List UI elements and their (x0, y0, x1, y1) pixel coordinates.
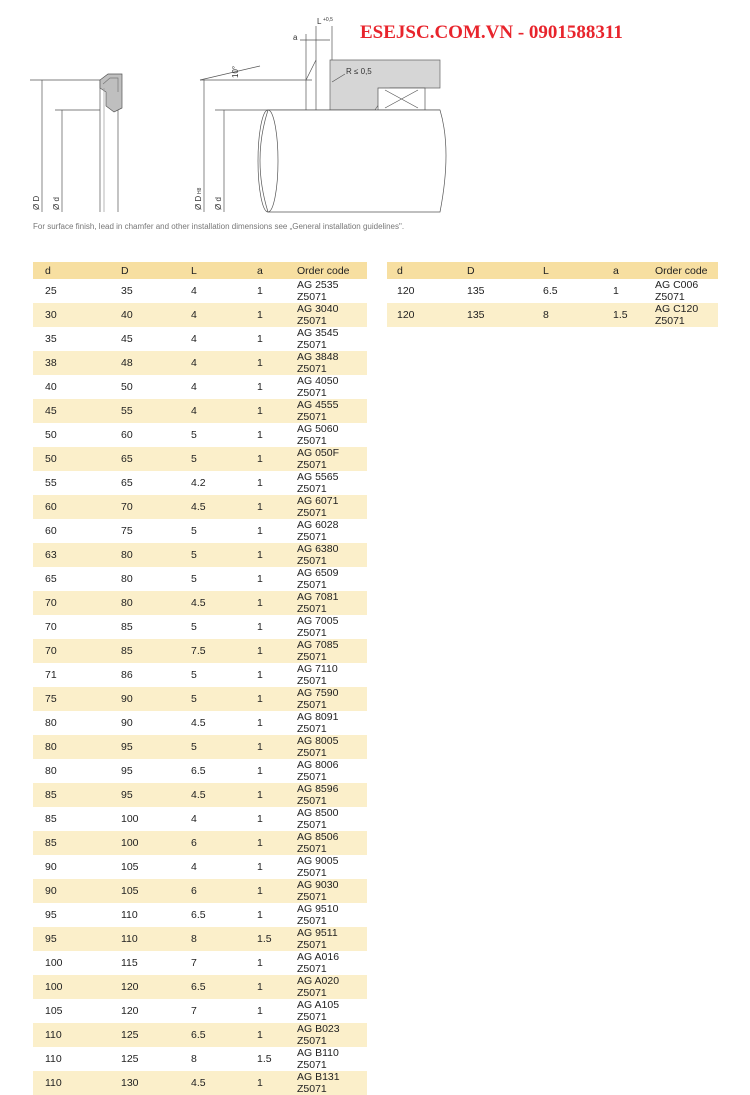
col-a: a (249, 262, 297, 279)
cell-D: 110 (121, 909, 138, 921)
cell-order-code: AG 4050 Z5071 (297, 375, 339, 399)
cell-order-code: AG 6509 Z5071 (297, 567, 339, 591)
cell-order-code: AG B110 Z5071 (297, 1047, 339, 1071)
cell-a: 1 (257, 1005, 263, 1017)
cell-L: 6.5 (191, 909, 206, 921)
cell-D: 50 (121, 381, 133, 393)
cell-a: 1 (257, 573, 263, 585)
cell-d: 95 (33, 927, 111, 951)
table-row (33, 423, 367, 447)
cell-order-code: AG 6028 Z5071 (297, 519, 339, 543)
h8-tolerance-label: H8 (197, 187, 203, 194)
cell-L: 5 (191, 573, 197, 585)
cell-L: 4.2 (191, 477, 206, 489)
table-row (33, 975, 367, 999)
cell-order-code: AG B131 Z5071 (297, 1071, 367, 1095)
cell-d: 25 (45, 285, 57, 297)
cell-order-code: AG 3848 Z5071 (297, 351, 367, 375)
cell-d: 90 (45, 861, 57, 873)
cell-order-code: AG 5565 Z5071 (297, 471, 339, 495)
cell-d: 30 (33, 303, 111, 327)
installation-note: For surface finish, lead in chamfer and other installation dimensions see „General installation guidelines". (33, 222, 405, 231)
id-label-left: Ø d (52, 197, 61, 210)
table-row (33, 279, 367, 303)
cell-D: 115 (121, 957, 138, 969)
cell-a: 1 (249, 543, 297, 567)
cell-order-code: AG 8506 Z5071 (297, 831, 367, 855)
cell-order-code: AG 7005 Z5071 (297, 615, 339, 639)
cell-d: 120 (397, 285, 415, 297)
cell-L: 5 (191, 429, 197, 441)
table-row (33, 327, 367, 351)
cell-order-code: AG 7590 Z5071 (297, 687, 367, 711)
cell-d: 120 (387, 303, 453, 327)
table-row (33, 519, 367, 543)
table-row (33, 807, 367, 831)
cell-D: 130 (111, 1071, 185, 1095)
cell-D: 95 (111, 735, 185, 759)
cell-a: 1 (257, 813, 263, 825)
cell-order-code: AG 3040 Z5071 (297, 303, 367, 327)
table-row (33, 591, 367, 615)
table-row (33, 1023, 367, 1047)
cell-L: 6.5 (185, 975, 249, 999)
cell-d: 85 (33, 783, 111, 807)
cell-order-code: AG A105 Z5071 (297, 999, 340, 1023)
cell-L: 4 (191, 285, 197, 297)
cell-order-code: AG C006 Z5071 (655, 279, 699, 303)
cell-d: 100 (45, 957, 63, 969)
cell-a: 1 (257, 285, 263, 297)
cell-order-code: AG 6380 Z5071 (297, 543, 367, 567)
cell-d: 95 (45, 909, 57, 921)
cell-a: 1.5 (257, 1053, 272, 1065)
cell-d: 65 (45, 573, 57, 585)
cell-d: 80 (33, 735, 111, 759)
cell-D: 65 (121, 477, 133, 489)
cell-d: 85 (33, 831, 111, 855)
cell-D: 90 (121, 717, 133, 729)
col-a: a (599, 262, 655, 279)
dim-L-label: L (317, 17, 322, 26)
cell-d: 60 (45, 525, 57, 537)
cell-order-code: AG 050F Z5071 (297, 447, 367, 471)
cell-d: 105 (45, 1005, 63, 1017)
cell-d: 38 (33, 351, 111, 375)
table-row (33, 831, 367, 855)
table-row (387, 279, 718, 303)
angle-label: 10° (231, 65, 240, 78)
cell-d: 40 (45, 381, 57, 393)
table-row (33, 447, 367, 471)
cell-L: 8 (529, 303, 599, 327)
table-row (33, 927, 367, 951)
table-row (33, 999, 367, 1023)
cell-D: 85 (111, 639, 185, 663)
table-row (33, 639, 367, 663)
cell-L: 5 (185, 543, 249, 567)
cell-D: 80 (111, 591, 185, 615)
cell-order-code: AG 8091 Z5071 (297, 711, 339, 735)
table-row (33, 543, 367, 567)
cell-L: 6.5 (185, 1023, 249, 1047)
cell-a: 1 (257, 525, 263, 537)
table-row (33, 567, 367, 591)
cell-d: 110 (33, 1071, 111, 1095)
cell-a: 1 (249, 399, 297, 423)
cell-D: 125 (111, 1023, 185, 1047)
table-row (33, 711, 367, 735)
cell-order-code: AG 3545 Z5071 (297, 327, 339, 351)
cell-D: 135 (467, 285, 485, 297)
cell-a: 1 (613, 285, 619, 297)
cell-D: 120 (111, 975, 185, 999)
col-L: L (185, 262, 249, 279)
cell-a: 1 (257, 861, 263, 873)
cell-a: 1 (249, 783, 297, 807)
cell-d: 70 (45, 621, 57, 633)
table-row (33, 663, 367, 687)
cell-L: 8 (191, 1053, 197, 1065)
id-label-right: Ø d (214, 197, 223, 210)
cell-L: 6 (185, 831, 249, 855)
cell-a: 1 (257, 669, 263, 681)
cell-a: 1 (249, 735, 297, 759)
cell-D: 105 (121, 861, 139, 873)
cell-order-code: AG B023 Z5071 (297, 1023, 367, 1047)
cell-a: 1 (257, 621, 263, 633)
col-D: D (453, 262, 529, 279)
cell-a: 1 (257, 909, 263, 921)
cell-a: 1.5 (249, 927, 297, 951)
table-row (33, 759, 367, 783)
cell-L: 4.5 (191, 717, 206, 729)
cell-d: 45 (33, 399, 111, 423)
cell-order-code: AG 9510 Z5071 (297, 903, 339, 927)
cell-D: 85 (121, 621, 133, 633)
watermark: ESEJSC.COM.VN - 0901588311 (360, 22, 623, 43)
cell-a: 1 (257, 333, 263, 345)
cell-L: 4.5 (185, 783, 249, 807)
table-row (33, 1047, 367, 1071)
cell-order-code: AG 9005 Z5071 (297, 855, 339, 879)
cell-order-code: AG 8005 Z5071 (297, 735, 367, 759)
cell-order-code: AG C120 Z5071 (655, 303, 718, 327)
cell-D: 110 (111, 927, 185, 951)
cell-a: 1 (249, 639, 297, 663)
cell-L: 6.5 (543, 285, 558, 297)
cell-d: 70 (33, 639, 111, 663)
cell-D: 65 (111, 447, 185, 471)
cell-a: 1 (249, 591, 297, 615)
dimension-table-right (387, 262, 718, 327)
table-row (33, 879, 367, 903)
table-row (33, 783, 367, 807)
cell-d: 60 (33, 495, 111, 519)
table-row (33, 687, 367, 711)
cell-D: 86 (121, 669, 133, 681)
table-row (33, 375, 367, 399)
cell-L: 4 (185, 303, 249, 327)
cell-d: 90 (33, 879, 111, 903)
cell-order-code: AG 7081 Z5071 (297, 591, 367, 615)
cell-L: 4.5 (185, 495, 249, 519)
cell-L: 8 (185, 927, 249, 951)
cell-d: 100 (33, 975, 111, 999)
cell-d: 50 (45, 429, 57, 441)
cell-a: 1 (249, 975, 297, 999)
cell-D: 120 (121, 1005, 139, 1017)
table-row (33, 735, 367, 759)
cell-d: 71 (45, 669, 57, 681)
table-header-row (33, 262, 367, 279)
cell-d: 70 (33, 591, 111, 615)
dimension-table-left (33, 262, 367, 1095)
cell-a: 1 (249, 303, 297, 327)
cell-L: 4 (191, 381, 197, 393)
cell-L: 4 (191, 333, 197, 345)
cell-d: 110 (45, 1053, 62, 1065)
cell-d: 35 (45, 333, 57, 345)
table-row (387, 303, 718, 327)
table-row (33, 399, 367, 423)
cell-d: 63 (33, 543, 111, 567)
cell-a: 1 (257, 717, 263, 729)
cell-L: 4.5 (185, 1071, 249, 1095)
cell-D: 100 (121, 813, 139, 825)
cell-D: 125 (121, 1053, 139, 1065)
cell-order-code: AG A020 Z5071 (297, 975, 367, 999)
cell-order-code: AG A016 Z5071 (297, 951, 340, 975)
col-d: d (33, 262, 111, 279)
cell-a: 1 (249, 1071, 297, 1095)
cell-D: 100 (111, 831, 185, 855)
cell-D: 55 (111, 399, 185, 423)
cell-L: 7 (191, 957, 197, 969)
cell-L: 4 (185, 399, 249, 423)
cell-d: 50 (33, 447, 111, 471)
cell-d: 110 (33, 1023, 111, 1047)
cell-a: 1 (249, 447, 297, 471)
cell-a: 1 (257, 381, 263, 393)
table-row (33, 615, 367, 639)
cell-D: 90 (111, 687, 185, 711)
cell-L: 5 (185, 735, 249, 759)
table-row (33, 471, 367, 495)
dim-a-label: a (293, 33, 298, 42)
col-L: L (529, 262, 599, 279)
table-row (33, 1071, 367, 1095)
cell-D: 75 (121, 525, 133, 537)
cell-D: 80 (121, 573, 133, 585)
cell-D: 60 (121, 429, 133, 441)
cell-L: 7 (191, 1005, 197, 1017)
cell-order-code: AG 4555 Z5071 (297, 399, 367, 423)
cell-L: 4 (185, 351, 249, 375)
table-row (33, 951, 367, 975)
cell-L: 5 (191, 525, 197, 537)
cell-order-code: AG 8596 Z5071 (297, 783, 367, 807)
cell-L: 4 (191, 861, 197, 873)
cell-L: 5 (191, 669, 197, 681)
table-row (33, 495, 367, 519)
table-row (33, 903, 367, 927)
col-d: d (387, 262, 453, 279)
cell-order-code: AG 7085 Z5071 (297, 639, 367, 663)
cell-a: 1 (249, 351, 297, 375)
table-header-row (387, 262, 718, 279)
cell-d: 80 (45, 717, 57, 729)
od-label: Ø D (32, 195, 41, 210)
cell-order-code: AG 9511 Z5071 (297, 927, 367, 951)
cell-order-code: AG 9030 Z5071 (297, 879, 367, 903)
cell-a: 1 (249, 495, 297, 519)
cell-a: 1.5 (599, 303, 655, 327)
cell-D: 48 (111, 351, 185, 375)
cell-order-code: AG 5060 Z5071 (297, 423, 339, 447)
cell-a: 1 (249, 831, 297, 855)
cell-a: 1 (249, 879, 297, 903)
cell-D: 45 (121, 333, 133, 345)
cell-d: 55 (45, 477, 57, 489)
cell-a: 1 (257, 957, 263, 969)
cell-L: 4 (191, 813, 197, 825)
table-row (33, 303, 367, 327)
cell-a: 1 (257, 429, 263, 441)
cell-L: 5 (191, 621, 197, 633)
cell-d: 75 (33, 687, 111, 711)
cell-a: 1 (257, 477, 263, 489)
col-order-code: Order code (297, 262, 367, 279)
cell-D: 35 (121, 285, 133, 297)
cell-order-code: AG 7110 Z5071 (297, 663, 338, 687)
cell-L: 6 (185, 879, 249, 903)
cell-order-code: AG 8006 Z5071 (297, 759, 339, 783)
cell-L: 6.5 (191, 765, 206, 777)
cell-D: 105 (111, 879, 185, 903)
col-D: D (111, 262, 185, 279)
cell-d: 85 (45, 813, 57, 825)
cell-D: 70 (111, 495, 185, 519)
cell-L: 4.5 (185, 591, 249, 615)
table-row (33, 351, 367, 375)
cell-a: 1 (257, 765, 263, 777)
cell-order-code: AG 6071 Z5071 (297, 495, 367, 519)
col-order-code: Order code (655, 262, 718, 279)
cell-d: 80 (45, 765, 57, 777)
cell-L: 7.5 (185, 639, 249, 663)
cell-D: 95 (111, 783, 185, 807)
cell-order-code: AG 8500 Z5071 (297, 807, 339, 831)
cell-L: 5 (185, 687, 249, 711)
cell-a: 1 (249, 1023, 297, 1047)
cell-D: 135 (453, 303, 529, 327)
cell-D: 40 (111, 303, 185, 327)
radius-label: R ≤ 0,5 (346, 67, 372, 76)
cell-L: 5 (185, 447, 249, 471)
od-h8-label: Ø D (194, 195, 203, 210)
dim-L-tolerance: +0,5 (323, 17, 333, 23)
cell-D: 80 (111, 543, 185, 567)
cell-a: 1 (249, 687, 297, 711)
cell-order-code: AG 2535 Z5071 (297, 279, 339, 303)
cell-D: 95 (121, 765, 133, 777)
